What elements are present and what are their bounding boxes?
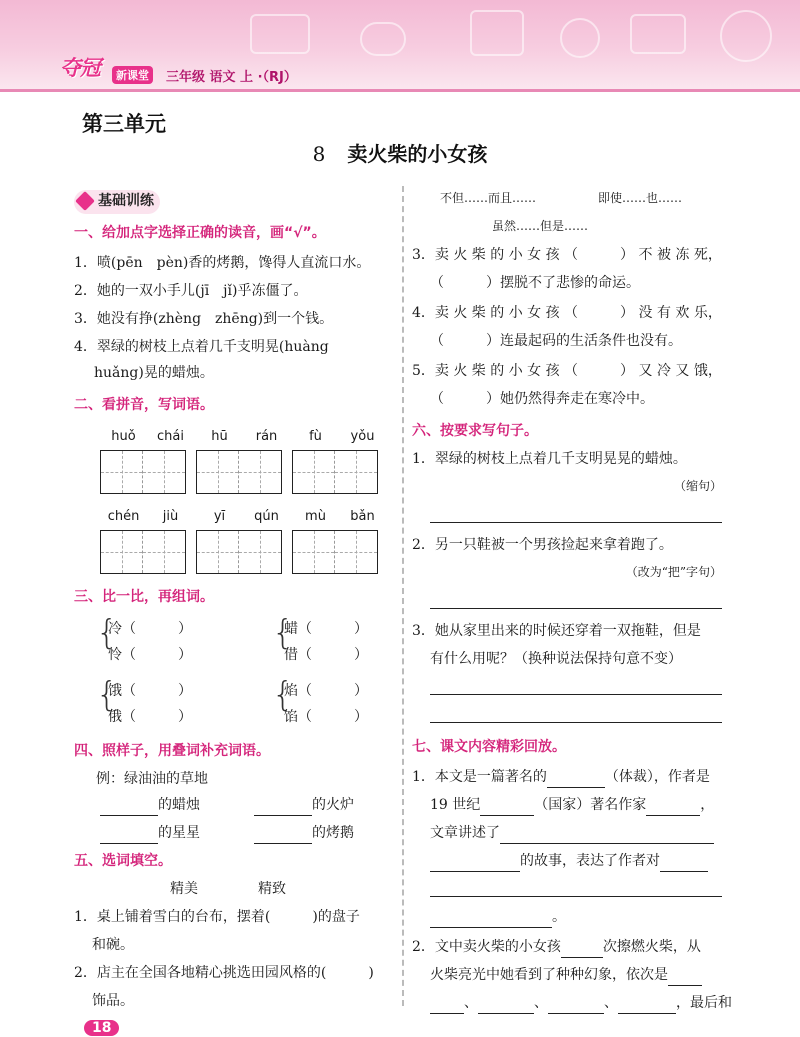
reduplication-blank: 的蜡烛 — [100, 796, 200, 816]
unit-title: 第三单元 — [82, 112, 166, 136]
answer-line[interactable] — [430, 722, 722, 723]
example: 例：绿油油的草地 — [96, 771, 208, 787]
answer-blank[interactable] — [500, 828, 714, 844]
q5-item-3: 3．卖 火 柴 的 小 女 孩 （ ） 不 被 冻 死， — [412, 247, 722, 263]
pinyin: bǎn — [350, 509, 375, 524]
compare-char: 冷（ ） — [108, 621, 192, 637]
writing-box[interactable] — [292, 450, 378, 494]
section-5-title: 五、选词填空。 — [74, 853, 172, 869]
answer-blank[interactable] — [618, 998, 676, 1014]
column-divider — [402, 186, 404, 1006]
q1-item-3: 3．她没有挣(zhèng zhēng)到一个钱。 — [74, 311, 334, 327]
q6-hint-2: （改为“把”字句） — [625, 565, 722, 579]
answer-blank[interactable] — [478, 998, 534, 1014]
writing-grid-row-1 — [100, 450, 378, 494]
q1-item-4: 4．翠绿的树枝上点着几千支明晃(huàng — [74, 339, 329, 355]
compare-char: 馅（ ） — [284, 709, 368, 725]
q5-item-1: 1．桌上铺着雪白的台布，摆着( )的盘子 — [74, 909, 360, 925]
q6-item-2: 2．另一只鞋被一个男孩捡起来拿着跑了。 — [412, 537, 673, 553]
q1-item-4-cont: huǎng)晃的蜡烛。 — [94, 365, 214, 381]
globe-doodle-icon — [720, 10, 772, 62]
pinyin-row-2 — [100, 508, 386, 526]
glasses-doodle-icon — [360, 22, 406, 56]
reduplication-blank: 的烤鹅 — [254, 824, 354, 844]
q5-item-5: 5．卖 火 柴 的 小 女 孩 （ ） 又 冷 又 饿， — [412, 363, 722, 379]
answer-blank[interactable] — [646, 800, 700, 816]
pinyin: mù — [305, 509, 326, 524]
q5-item-4-cont: （ ）连最起码的生活条件也没有。 — [430, 333, 682, 349]
answer-blank[interactable] — [254, 828, 312, 844]
answer-blank[interactable] — [100, 800, 158, 816]
writing-box[interactable] — [292, 530, 378, 574]
clock-doodle-icon — [560, 18, 600, 58]
q5-item-2-cont: 饰品。 — [92, 993, 134, 1009]
q5-item-5-cont: （ ）她仍然得奔走在寒冷中。 — [430, 391, 654, 407]
compare-char: 怜（ ） — [108, 647, 192, 663]
pinyin: fù — [309, 429, 322, 444]
section-4-title: 四、照样子，用叠词补充词语。 — [74, 743, 270, 759]
conjunction-option: 不但……而且…… — [440, 191, 537, 205]
answer-blank[interactable] — [660, 856, 708, 872]
q6-item-3: 3．她从家里出来的时候还穿着一双拖鞋，但是 — [412, 623, 701, 639]
q6-item-1: 1．翠绿的树枝上点着几千支明晃晃的蜡烛。 — [412, 451, 687, 467]
reduplication-blank: 的星星 — [100, 824, 200, 844]
section-6-title: 六、按要求写句子。 — [412, 423, 538, 439]
pinyin: hū — [211, 429, 228, 444]
q7-item-1-line4: 的故事，表达了作者对 — [430, 852, 708, 872]
q5-item-4: 4．卖 火 柴 的 小 女 孩 （ ） 没 有 欢 乐， — [412, 305, 722, 321]
brace-icon: { — [272, 675, 294, 715]
answer-blank[interactable] — [430, 912, 552, 928]
reduplication-blank: 的火炉 — [254, 796, 354, 816]
q1-item-1: 1．喷(pēn pèn)香的烤鹅，馋得人直流口水。 — [74, 255, 371, 271]
word-option: 精致 — [258, 881, 286, 897]
lesson-title — [0, 138, 800, 167]
writing-box[interactable] — [196, 530, 282, 574]
compare-char: 焰（ ） — [284, 683, 368, 699]
brace-icon: { — [96, 675, 118, 715]
section-7-title: 七、课文内容精彩回放。 — [412, 739, 566, 755]
section-3-title: 三、比一比，再组词。 — [74, 589, 214, 605]
answer-line[interactable] — [430, 694, 722, 695]
q6-hint-1: （缩句） — [673, 479, 722, 493]
compare-char: 借（ ） — [284, 647, 368, 663]
answer-blank[interactable] — [548, 998, 604, 1014]
pinyin: yǒu — [350, 429, 375, 444]
answer-line[interactable] — [430, 608, 722, 609]
q7-item-1-line3: 文章讲述了 — [430, 824, 714, 844]
brand-tag: 新课堂 — [112, 66, 153, 84]
section-2-title: 二、看拼音，写词语。 — [74, 397, 214, 413]
q7-item-2: 2．文中卖火柴的小女孩 次擦燃火柴，从 — [412, 938, 701, 958]
q1-item-2: 2．她的一双小手儿(jī jǐ)乎冻僵了。 — [74, 283, 308, 299]
conjunction-option: 虽然……但是…… — [492, 219, 589, 233]
pinyin: qún — [254, 509, 279, 524]
compare-char: 蜡（ ） — [284, 621, 368, 637]
compare-char: 俄（ ） — [108, 709, 192, 725]
series-label: 三年级 语文 上 ·（RJ） — [166, 70, 297, 85]
pinyin: chén — [107, 509, 140, 524]
answer-blank[interactable] — [668, 970, 702, 986]
lesson-number: 8 — [312, 142, 326, 166]
answer-line[interactable] — [430, 896, 722, 897]
lesson-name: 卖火柴的小女孩 — [347, 142, 488, 166]
page-number: 18 — [84, 1020, 119, 1036]
pinyin: jiù — [162, 509, 179, 524]
writing-box[interactable] — [100, 530, 186, 574]
notebook-doodle-icon — [630, 14, 686, 54]
q7-item-2-cont: 火柴亮光中她看到了种种幻象，依次是 — [430, 966, 702, 986]
pinyin-row-1 — [100, 428, 386, 446]
answer-blank[interactable] — [430, 856, 520, 872]
q7-item-2-line3: 、 、 、 ，最后和 — [430, 994, 732, 1014]
q5-item-2: 2．店主在全国各地精心挑选田园风格的( ) — [74, 965, 374, 981]
answer-line[interactable] — [430, 522, 722, 523]
section-badge: 基础训练 — [74, 190, 160, 214]
writing-grid-row-2 — [100, 530, 378, 574]
pinyin: rán — [255, 429, 278, 444]
q7-item-1-line6: 。 — [430, 908, 566, 928]
conjunction-option: 即使……也…… — [598, 191, 683, 205]
answer-blank[interactable] — [480, 800, 534, 816]
answer-blank[interactable] — [100, 828, 158, 844]
q7-item-1: 1．本文是一篇著名的 （体裁），作者是 — [412, 768, 710, 788]
brace-icon: { — [96, 613, 118, 653]
pinyin: yī — [213, 509, 226, 524]
q5-item-3-cont: （ ）摆脱不了悲惨的命运。 — [430, 275, 640, 291]
section-1-title: 一、给加点字选择正确的读音，画“√”。 — [74, 225, 326, 241]
briefcase-doodle-icon — [470, 10, 524, 56]
brand-logo: 夺冠 — [60, 56, 100, 80]
writing-box[interactable] — [100, 450, 186, 494]
answer-blank[interactable] — [430, 998, 464, 1014]
answer-blank[interactable] — [547, 772, 605, 788]
word-option: 精美 — [170, 881, 198, 897]
q6-item-3-cont: 有什么用呢？（换种说法保持句意不变） — [430, 651, 682, 667]
book-doodle-icon — [250, 14, 310, 54]
writing-box[interactable] — [196, 450, 282, 494]
brace-icon: { — [272, 613, 294, 653]
pinyin: huǒ — [111, 429, 136, 444]
answer-blank[interactable] — [561, 942, 603, 958]
q5-item-1-cont: 和碗。 — [92, 937, 134, 953]
answer-blank[interactable] — [254, 800, 312, 816]
q7-item-1-cont: 19 世纪 （国家）著名作家 ， — [430, 796, 714, 816]
compare-char: 饿（ ） — [108, 683, 192, 699]
pinyin: chái — [157, 429, 184, 444]
